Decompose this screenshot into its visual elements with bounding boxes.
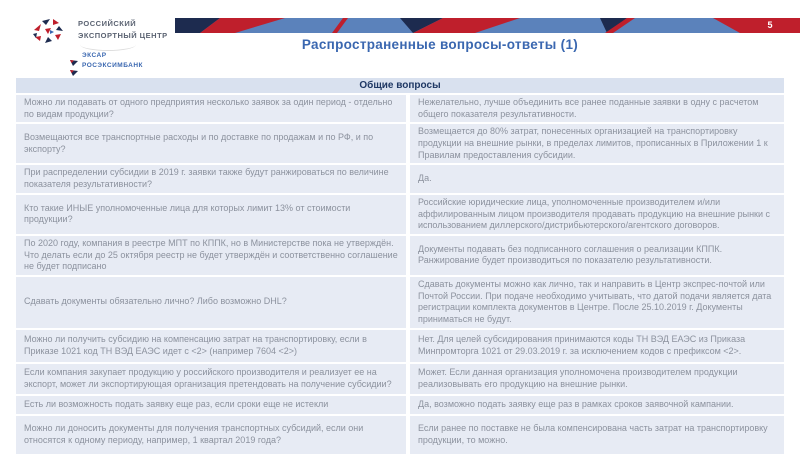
org-name-line2: ЭКСПОРТНЫЙ ЦЕНТР [78, 31, 168, 40]
roseximbank-logo-icon [70, 63, 78, 69]
faq-row [16, 277, 784, 328]
answer-cell: Может. Если данная организация уполномочена производителем продукции реализовывать его продукцию на внешние рынки. [410, 364, 784, 394]
faq-table-body [16, 95, 784, 454]
question-cell: Если компания закупает продукцию у российского производителя и реализует ее на экспорт, может ли экспортирующая организация претендовать на получение субсидии? [16, 364, 406, 394]
banner-decoration [175, 18, 800, 33]
question-cell: По 2020 году, компания в реестре МПТ по КППК, но в Министерстве пока не утверждён. Что делать если до 25 октября реестр не будет утверждён и соответственно соглашение не будет подписано [16, 236, 406, 275]
rec-logo-icon [28, 12, 68, 52]
sub-brand-roseximbank [70, 62, 143, 69]
question-cell: Можно ли подавать от одного предприятия несколько заявок за один период - отдельно по видам продукции? [16, 95, 406, 122]
question-cell: Можно ли доносить документы для получения транспортных субсидий, если они относятся к одному периоду, например, 1 квартал 2019 года? [16, 416, 406, 454]
answer-cell: Нет. Для целей субсидирования принимаются коды ТН ВЭД ЕАЭС из Приказа Минпромторга 1021 от 29.03.2019 г. за исключением кодов с префиксом <2>. [410, 330, 784, 362]
faq-row [16, 236, 784, 275]
answer-cell: Если ранее по поставке не была компенсирована часть затрат на транспортировку продукции, то можно. [410, 416, 784, 454]
slide-title: Распространенные вопросы-ответы (1) [301, 37, 579, 52]
sub-brand-eksar-label: ЭКСАР [82, 52, 107, 59]
question-cell: Кто такие ИНЫЕ уполномоченные лица для которых лимит 13% от стоимости продукции? [16, 195, 406, 234]
org-name-line1: РОССИЙСКИЙ [78, 19, 137, 28]
sub-brands [70, 52, 143, 72]
faq-row [16, 195, 784, 234]
faq-row [16, 396, 784, 414]
faq-row [16, 416, 784, 454]
answer-cell: Нежелательно, лучше объединить все ранее поданные заявки в одну с расчетом общего показателя результативности. [410, 95, 784, 122]
eksar-logo-icon [70, 53, 78, 59]
answer-cell: Российские юридические лица, уполномоченные производителем и/или аффилированным лицом производителя продавать продукцию на внешние рынки с использованием диллерского/дистрибьютерского/агентского договоров. [410, 195, 784, 234]
answer-cell: Сдавать документы можно как лично, так и направить в Центр экспрес-почтой или Почтой России. При подаче необходимо учитывать, что датой подачи является дата регистрации комплекта документов в Центре. После 25.10.2019 г. Документы приниматься не будут. [410, 277, 784, 328]
table-header: Общие вопросы [16, 78, 784, 93]
faq-row [16, 330, 784, 362]
answer-cell: Возмещается до 80% затрат, понесенных организацией на транспортировку продукции на внешние рынки, в пределах лимитов, прописанных в Приложении 1 к Правилам предоставления субсидии. [410, 124, 784, 163]
question-cell: При распределении субсидии в 2019 г. заявки также будут ранжироваться по величине показателя результативности? [16, 165, 406, 192]
question-cell: Можно ли получить субсидию на компенсацию затрат на транспортировку, если в Приказе 1021 код ТН ВЭД ЕАЭС идет с <2> (например 7604 <2>) [16, 330, 406, 362]
sub-brand-roseximbank-label: РОСЭКСИМБАНК [82, 62, 143, 69]
faq-row [16, 364, 784, 394]
question-cell: Есть ли возможность подать заявку еще раз, если сроки еще не истекли [16, 396, 406, 414]
faq-row [16, 165, 784, 192]
faq-row [16, 95, 784, 122]
faq-table [16, 78, 784, 454]
question-cell: Сдавать документы обязательно лично? Либо возможно DHL? [16, 277, 406, 328]
question-cell: Возмещаются все транспортные расходы и по доставке по продажам и по РФ, и по экспорту? [16, 124, 406, 163]
sub-brand-eksar [70, 52, 143, 59]
answer-cell: Да, возможно подать заявку еще раз в рамках сроков заявочной кампании. [410, 396, 784, 414]
answer-cell: Да. [410, 165, 784, 192]
page-number: 5 [767, 20, 773, 30]
faq-row [16, 124, 784, 163]
answer-cell: Документы подавать без подписанного соглашения о реализации КППК. Ранжирование будет производиться по показателю результативности. [410, 236, 784, 275]
